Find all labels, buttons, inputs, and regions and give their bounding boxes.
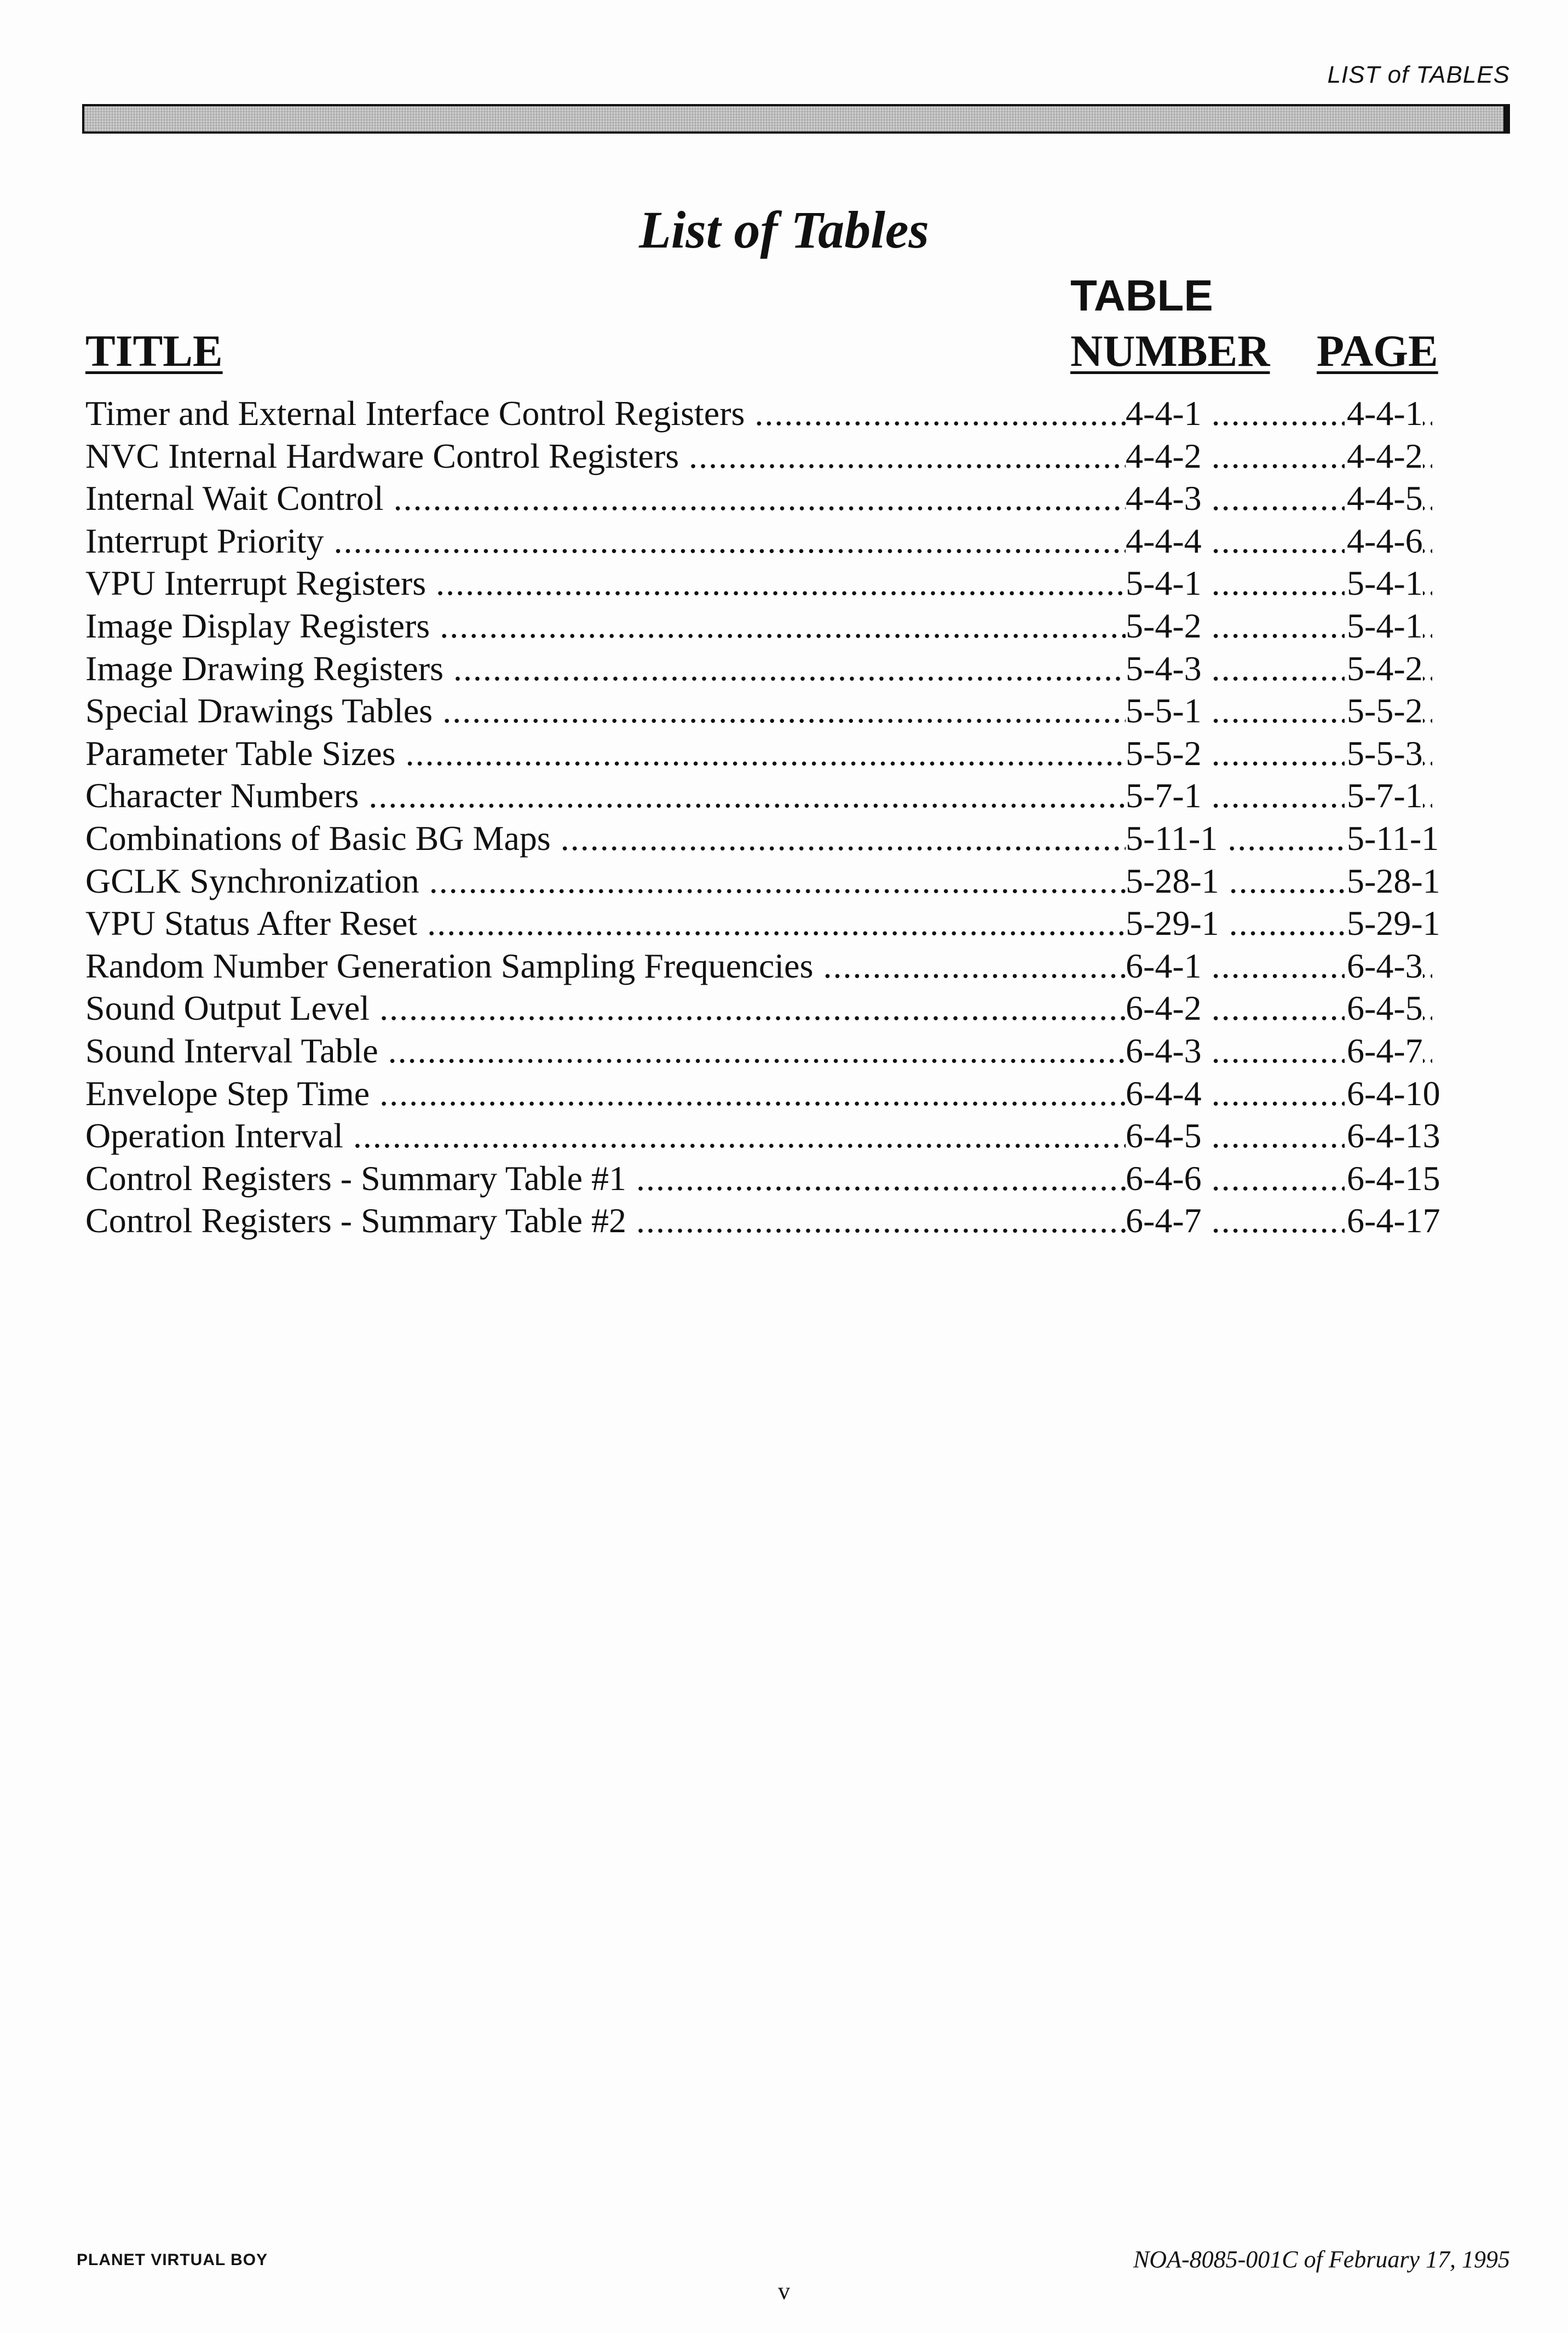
entry-page-number: 4-4-2 <box>1345 435 1423 478</box>
list-item <box>85 817 1443 860</box>
entry-page-number: 5-28-1 <box>1345 860 1440 903</box>
entry-title-text: GCLK Synchronization <box>85 861 419 900</box>
entry-title-text: Control Registers - Summary Table #1 <box>85 1158 626 1198</box>
list-item <box>85 520 1443 562</box>
entry-title-text: VPU Interrupt Registers <box>85 564 426 603</box>
entry-title <box>85 732 1126 775</box>
entry-title <box>85 1157 1126 1200</box>
entry-table-number-text: 6-4-5 <box>1126 1116 1202 1156</box>
table-list <box>85 392 1443 1242</box>
entry-table-number-text: 6-4-7 <box>1126 1201 1202 1240</box>
entry-page-number: 5-29-1 <box>1345 902 1440 945</box>
footer-document-id: NOA-8085-001C of February 17, 1995 <box>1133 2246 1510 2273</box>
entry-page-number: 4-4-1 <box>1345 392 1423 435</box>
entry-table-number-text: 6-4-2 <box>1126 989 1202 1028</box>
entry-page-number: 4-4-6 <box>1345 520 1423 562</box>
list-item <box>85 477 1443 520</box>
entry-table-number-text: 4-4-2 <box>1126 436 1202 475</box>
entry-title-text: Timer and External Interface Control Registers <box>85 394 745 433</box>
entry-table-number-text: 6-4-1 <box>1126 946 1202 985</box>
entry-title <box>85 1030 1126 1072</box>
entry-title <box>85 689 1126 732</box>
entry-title-text: Random Number Generation Sampling Frequencies <box>85 946 814 985</box>
entry-title <box>85 1114 1126 1157</box>
entry-table-number-text: 6-4-6 <box>1126 1158 1202 1198</box>
entry-page-number: 6-4-5 <box>1345 987 1423 1030</box>
list-item <box>85 774 1443 817</box>
entry-title-text: Image Display Registers <box>85 606 430 645</box>
list-item <box>85 860 1443 903</box>
entry-title-text: Combinations of Basic BG Maps <box>85 818 551 858</box>
entry-table-number-text: 5-5-1 <box>1126 691 1202 731</box>
list-item <box>85 1199 1443 1242</box>
header-bar <box>82 104 1510 134</box>
entry-page-number: 6-4-7 <box>1345 1030 1423 1072</box>
entry-title <box>85 562 1126 605</box>
entry-title <box>85 987 1126 1030</box>
entry-page-number: 5-7-1 <box>1345 774 1423 817</box>
entry-title-text: Sound Output Level <box>85 989 370 1028</box>
entry-page-number: 6-4-3 <box>1345 945 1423 987</box>
entry-page-number: 5-4-1 <box>1345 605 1423 647</box>
list-item <box>85 647 1443 690</box>
entry-title-text: Image Drawing Registers <box>85 648 444 688</box>
entry-table-number-text: 5-5-2 <box>1126 733 1202 773</box>
column-header-page: PAGE <box>1317 326 1438 376</box>
entry-page-number: 5-5-2 <box>1345 689 1423 732</box>
list-item <box>85 945 1443 987</box>
entry-title <box>85 520 1126 562</box>
list-item <box>85 732 1443 775</box>
entry-table-number-text: 5-7-1 <box>1126 776 1202 815</box>
entry-title <box>85 860 1126 903</box>
entry-table-number-text: 5-11-1 <box>1126 818 1218 858</box>
entry-table-number-text: 5-4-1 <box>1126 564 1202 603</box>
entry-title <box>85 647 1126 690</box>
entry-table-number-text: 4-4-3 <box>1126 479 1202 518</box>
list-item <box>85 689 1443 732</box>
entry-title <box>85 774 1126 817</box>
entry-table-number-text: 5-4-3 <box>1126 648 1202 688</box>
entry-table-number-text: 5-29-1 <box>1126 904 1219 943</box>
column-header-table: TABLE <box>1070 271 1213 320</box>
entry-page-number: 4-4-5 <box>1345 477 1423 520</box>
entry-title-text: Interrupt Priority <box>85 521 324 560</box>
entry-title <box>85 902 1126 945</box>
list-item <box>85 987 1443 1030</box>
entry-title-text: Operation Interval <box>85 1116 343 1156</box>
running-head: LIST of TABLES <box>1327 61 1510 88</box>
entry-page-number: 5-4-1 <box>1345 562 1423 605</box>
entry-page-number: 5-5-3 <box>1345 732 1423 775</box>
list-item <box>85 1030 1443 1072</box>
entry-title <box>85 392 1126 435</box>
entry-title-text: Internal Wait Control <box>85 479 384 518</box>
entry-title-text: Parameter Table Sizes <box>85 733 396 773</box>
list-item <box>85 562 1443 605</box>
page-number: v <box>778 2278 790 2305</box>
list-item <box>85 1157 1443 1200</box>
entry-title <box>85 1072 1126 1115</box>
entry-page-number: 6-4-10 <box>1345 1072 1440 1115</box>
entry-title <box>85 477 1126 520</box>
footer-publication: PLANET VIRTUAL BOY <box>77 2251 268 2269</box>
entry-table-number-text: 4-4-4 <box>1126 521 1202 560</box>
entry-table-number-text: 5-4-2 <box>1126 606 1202 645</box>
entry-table-number-text: 4-4-1 <box>1126 394 1202 433</box>
entry-table-number-text: 6-4-3 <box>1126 1031 1202 1070</box>
list-item <box>85 902 1443 945</box>
entry-title <box>85 435 1126 478</box>
entry-title-text: Sound Interval Table <box>85 1031 378 1070</box>
entry-table-number-text: 6-4-4 <box>1126 1073 1202 1113</box>
page-title: List of Tables <box>639 200 929 260</box>
entry-title-text: Special Drawings Tables <box>85 691 433 731</box>
entry-title-text: Character Numbers <box>85 776 359 815</box>
list-item <box>85 605 1443 647</box>
list-item <box>85 1072 1443 1115</box>
list-item <box>85 435 1443 478</box>
entry-page-number: 5-4-2 <box>1345 647 1423 690</box>
entry-title <box>85 945 1126 987</box>
entry-table-number-text: 5-28-1 <box>1126 861 1219 900</box>
entry-title-text: NVC Internal Hardware Control Registers <box>85 436 679 475</box>
entry-page-number: 6-4-13 <box>1345 1114 1440 1157</box>
entry-title <box>85 1199 1126 1242</box>
column-header-title: TITLE <box>85 326 223 376</box>
entry-title-text: Envelope Step Time <box>85 1073 370 1113</box>
column-header-number: NUMBER <box>1070 326 1270 376</box>
entry-title-text: Control Registers - Summary Table #2 <box>85 1201 626 1240</box>
list-item <box>85 392 1443 435</box>
entry-page-number: 6-4-17 <box>1345 1199 1440 1242</box>
entry-title-text: VPU Status After Reset <box>85 904 418 943</box>
entry-title <box>85 817 1126 860</box>
entry-page-number: 5-11-1 <box>1345 817 1439 860</box>
entry-page-number: 6-4-15 <box>1345 1157 1440 1200</box>
entry-title <box>85 605 1126 647</box>
list-item <box>85 1114 1443 1157</box>
